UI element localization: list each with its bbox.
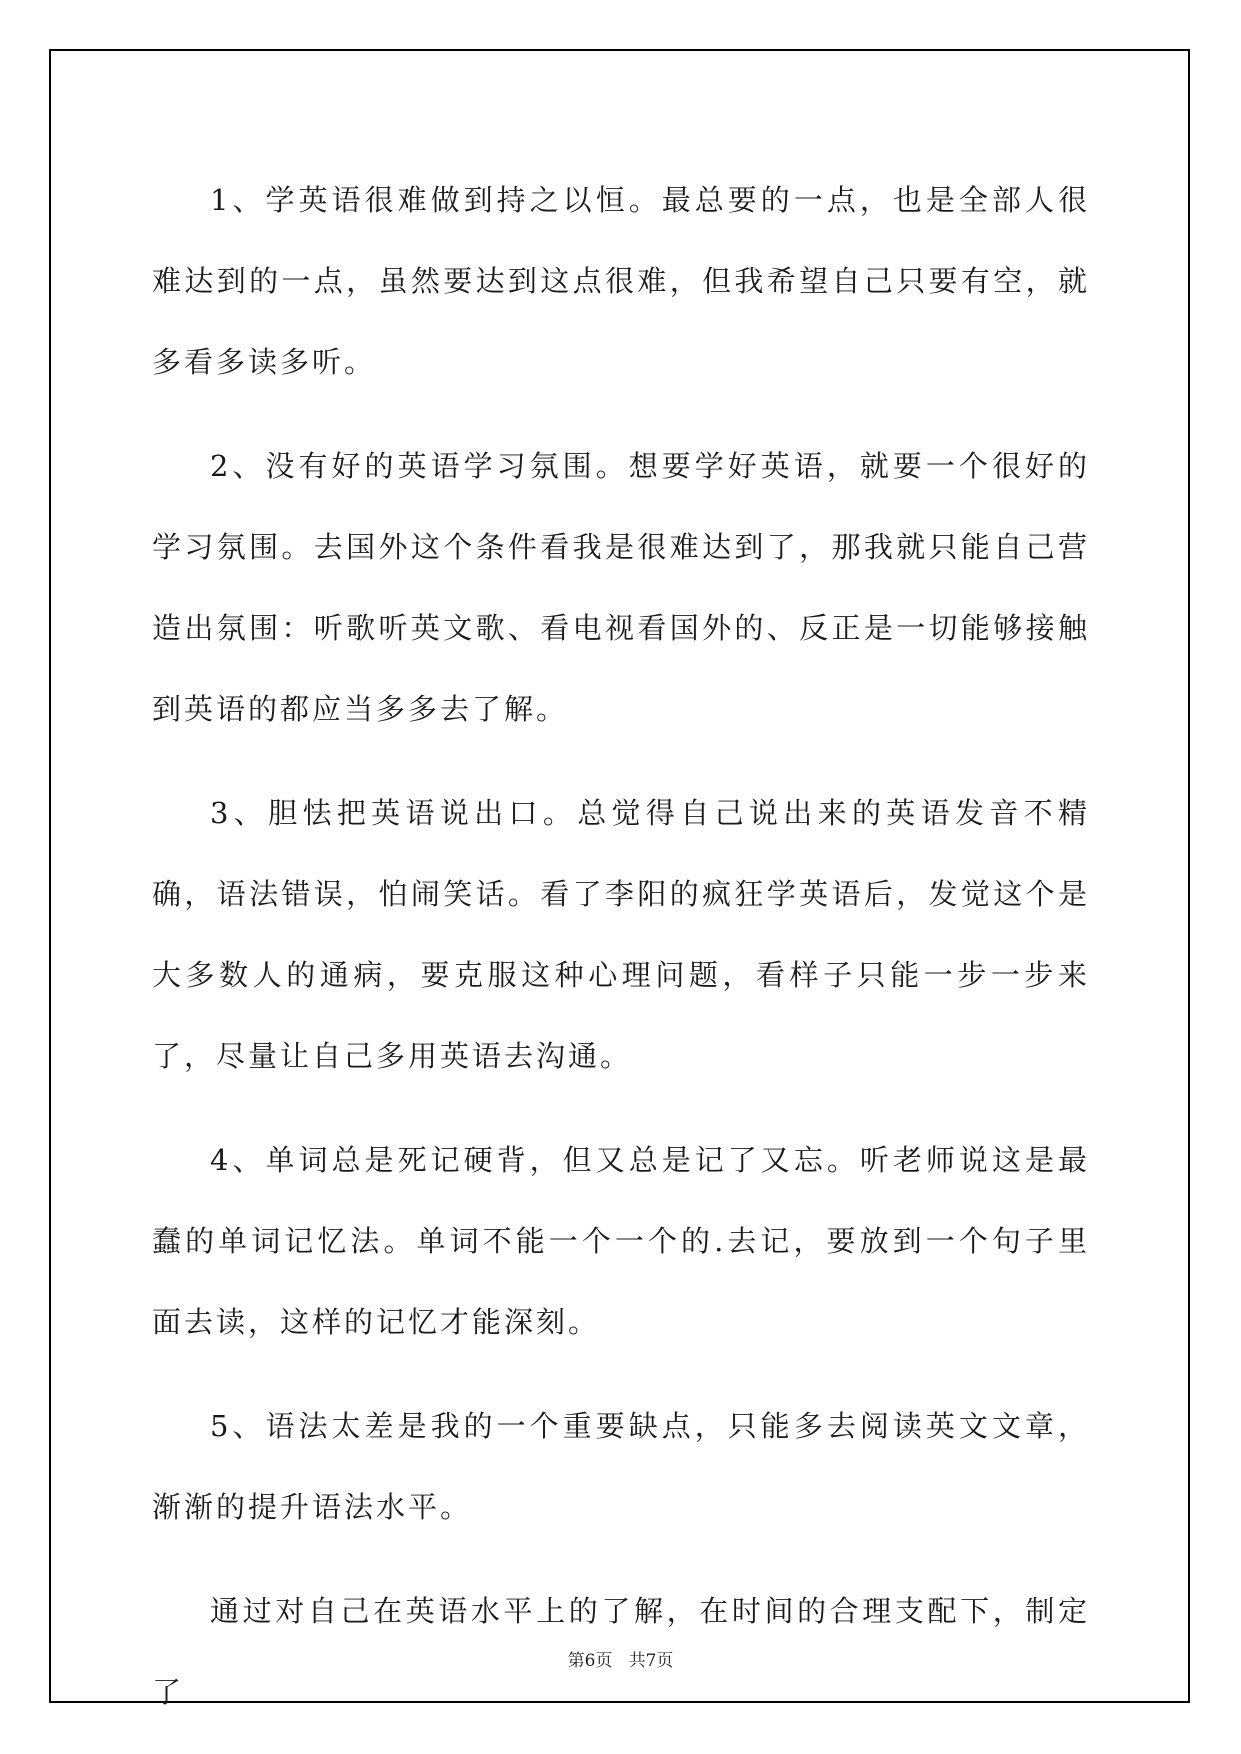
page-footer (0, 1646, 1241, 1671)
paragraph-4: 4、单词总是死记硬背，但又总是记了又忘。听老师说这是最蠢的单词记忆法。单词不能一个一个的.去记，要放到一个句子里面去读，这样的记忆才能深刻。 (152, 1143, 1090, 1339)
paragraph-6: 通过对自己在英语水平上的了解，在时间的合理支配下，制定了 (152, 1594, 1090, 1709)
paragraph-3: 3、胆怯把英语说出口。总觉得自己说出来的英语发音不精确，语法错误，怕闹笑话。看了李阳的疯狂学英语后，发觉这个是大多数人的通病，要克服这种心理问题，看样子只能一步一步来了，尽量让自己多用英语去沟通。 (152, 796, 1090, 1073)
paragraph-2: 2、没有好的英语学习氛围。想要学好英语，就要一个很好的学习氛围。去国外这个条件看我是很难达到了，那我就只能自己营造出氛围：听歌听英文歌、看电视看国外的、反正是一切能够接触到英语的都应当多多去了解。 (152, 449, 1090, 726)
paragraph-5: 5、语法太差是我的一个重要缺点，只能多去阅读英文文章，渐渐的提升语法水平。 (152, 1409, 1090, 1524)
paragraph-1: 1、学英语很难做到持之以恒。最总要的一点，也是全部人很难达到的一点，虽然要达到这点很难，但我希望自己只要有空，就多看多读多听。 (152, 183, 1090, 379)
document-body (152, 160, 1090, 1754)
page-number: 第6页 共7页 (567, 1651, 674, 1671)
